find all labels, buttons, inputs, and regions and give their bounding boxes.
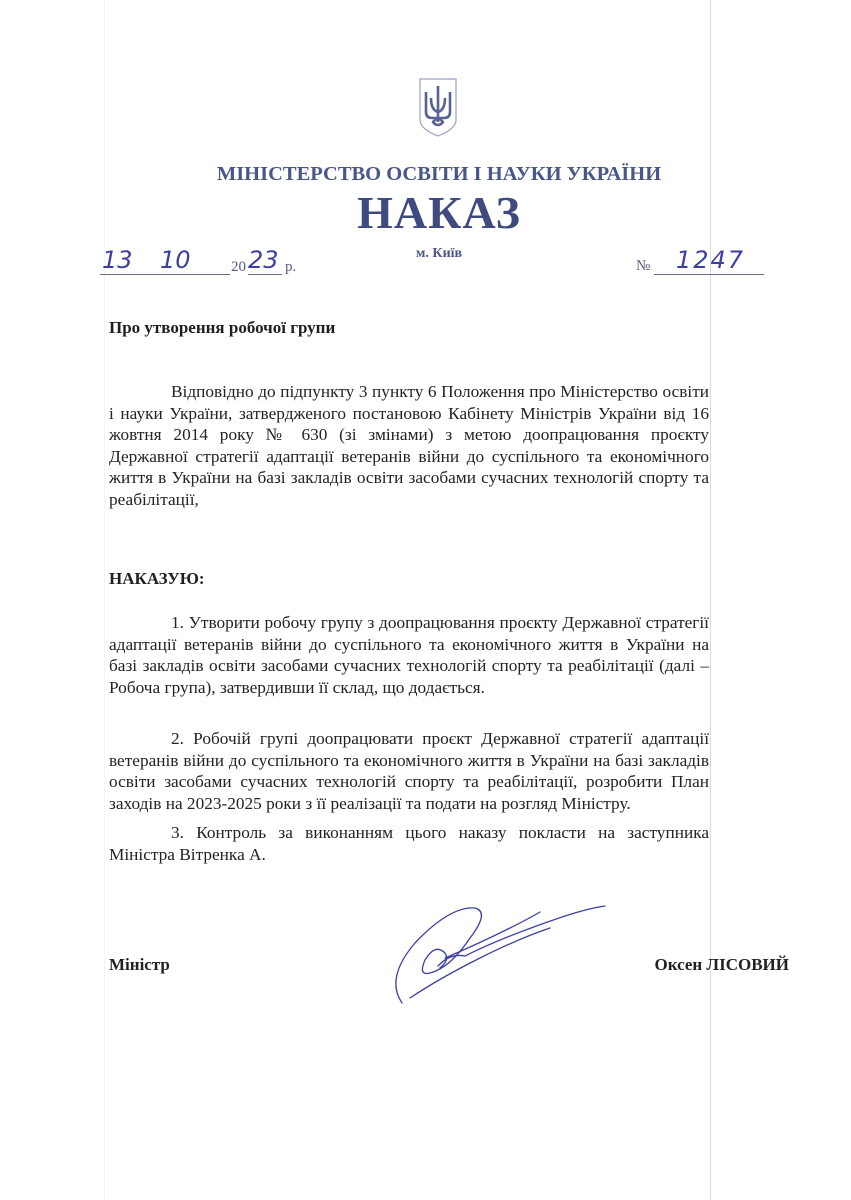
- year-suffix: р.: [285, 259, 297, 275]
- order-item: [109, 612, 709, 698]
- year-handwritten: 23: [248, 246, 279, 274]
- date-underline: [100, 274, 230, 275]
- handwritten-signature-icon: [390, 898, 620, 1008]
- ministry-name: МІНІСТЕРСТВО ОСВІТИ І НАУКИ УКРАЇНИ: [216, 163, 662, 185]
- order-item: [109, 728, 709, 814]
- order-item-text: 2. Робочій групі доопрацювати проєкт Державної стратегії адаптації ветеранів війни до суспільного та економічного життя в України на базі закладів освіти засобами сучасних технологій спорту та реабілітації, розробити План заходів на 2023-2025 роки з її реалізації та подати на розгляд Міністру.: [109, 729, 709, 813]
- year-prefix: 20: [231, 259, 246, 275]
- order-number: 1247: [676, 246, 746, 274]
- intro-paragraph: [109, 381, 709, 510]
- number-sign: №: [636, 258, 651, 274]
- order-item-text: 1. Утворити робочу групу з доопрацювання проєкту Державної стратегії адаптації ветеранів війни до суспільного та економічного життя в України на базі закладів освіти засобами сучасних технологій спорту та реабілітації (далі – Робоча група), затвердивши її склад, що додається.: [109, 613, 709, 697]
- signatory-name: Оксен ЛІСОВИЙ: [654, 955, 789, 974]
- order-item: [109, 822, 709, 865]
- document-subject: Про утворення робочої групи: [109, 318, 336, 337]
- orders-heading: НАКАЗУЮ:: [109, 569, 205, 588]
- order-item-text: 3. Контроль за виконанням цього наказу покласти на заступника Міністра Вітренка А.: [109, 823, 709, 864]
- year-underline: [248, 274, 282, 275]
- intro-text: Відповідно до підпункту 3 пункту 6 Положення про Міністерство освіти і науки України, затвердженого постановою Кабінету Міністрів України від 16 жовтня 2014 року № 630 (зі змінами) з метою доопрацювання проєкту Державної стратегії адаптації ветеранів війни до суспільного та економічного життя в України на базі закладів освіти засобами сучасних технологій спорту та реабілітації,: [109, 382, 709, 509]
- document-type-title: НАКАЗ: [357, 187, 521, 238]
- signatory-title: Міністр: [109, 955, 170, 974]
- date-day: 13: [102, 246, 133, 274]
- number-underline: [654, 274, 764, 275]
- coat-of-arms-trident-icon: [417, 76, 459, 138]
- date-number-row: [100, 246, 800, 280]
- city-label: м. Київ: [415, 246, 463, 261]
- date-month: 10: [160, 246, 191, 274]
